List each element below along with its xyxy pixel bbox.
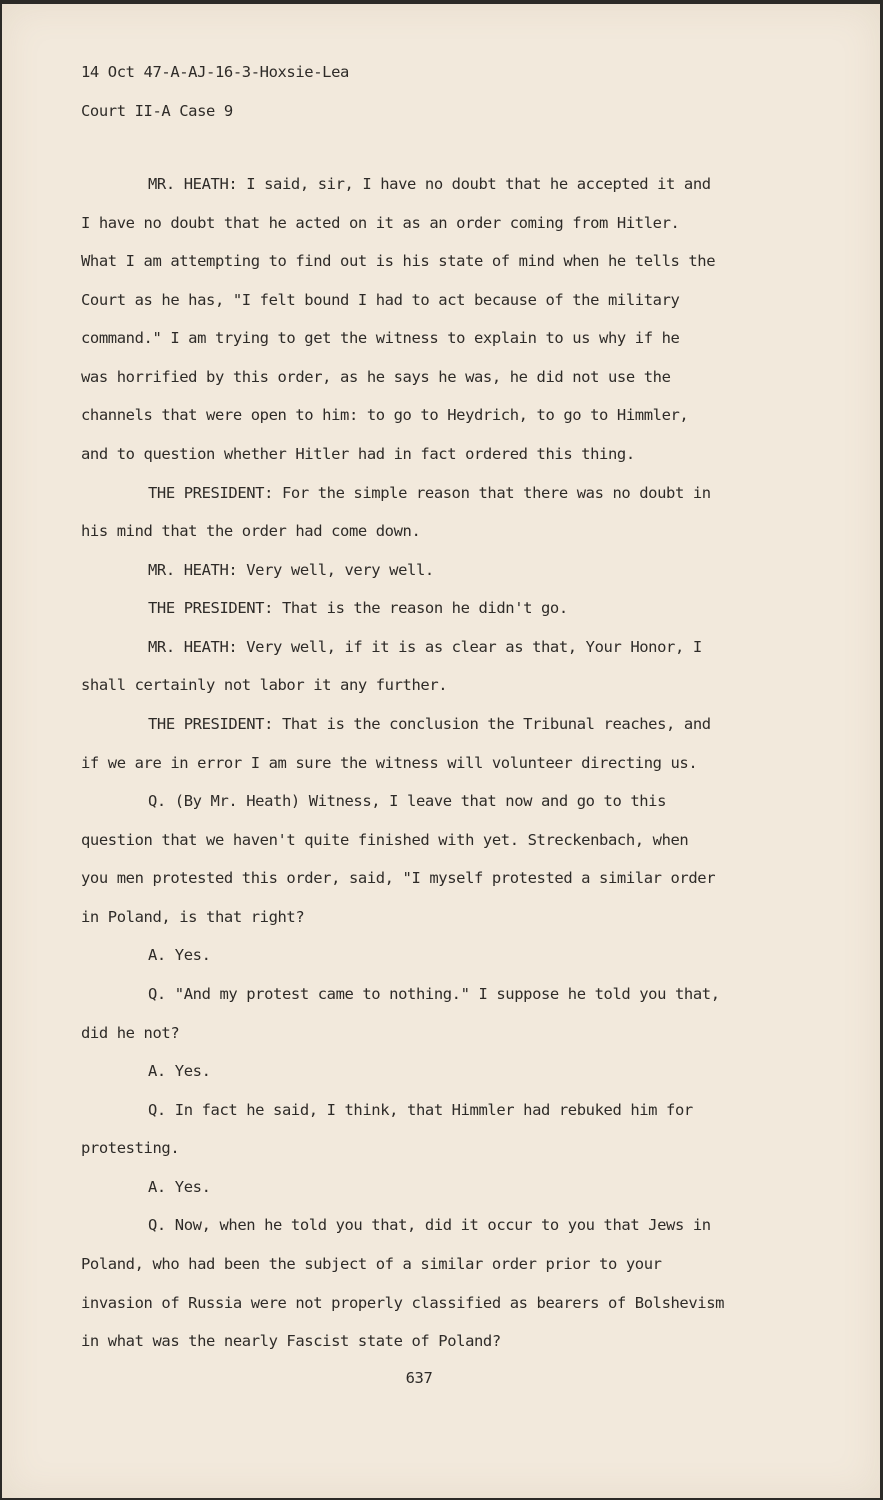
transcript-line: Q. (By Mr. Heath) Witness, I leave that now and go to this xyxy=(148,792,667,810)
page-number: 637 xyxy=(405,1369,433,1387)
transcript-line: question that we haven't quite finished with yet. Streckenbach, when xyxy=(81,831,689,849)
transcript-line: was horrified by this order, as he says he was, he did not use the xyxy=(81,368,671,386)
transcript-line: channels that were open to him: to go to Heydrich, to go to Himmler, xyxy=(81,406,689,424)
transcript-line: I have no doubt that he acted on it as an order coming from Hitler. xyxy=(81,214,680,232)
transcript-line: and to question whether Hitler had in fact ordered this thing. xyxy=(81,445,635,463)
header-reference: 14 Oct 47-A-AJ-16-3-Hoxsie-Lea xyxy=(81,63,349,81)
transcript-line: Q. "And my protest came to nothing." I suppose he told you that, xyxy=(148,985,720,1003)
transcript-line: invasion of Russia were not properly classified as bearers of Bolshevism xyxy=(81,1294,725,1312)
transcript-line: Q. In fact he said, I think, that Himmler had rebuked him for xyxy=(148,1101,693,1119)
transcript-line: his mind that the order had come down. xyxy=(81,522,421,540)
transcript-line: Court as he has, "I felt bound I had to act because of the military xyxy=(81,291,680,309)
transcript-line: in Poland, is that right? xyxy=(81,908,305,926)
transcript-line: you men protested this order, said, "I myself protested a similar order xyxy=(81,869,716,887)
document-page xyxy=(2,4,880,1498)
transcript-line: A. Yes. xyxy=(148,946,211,964)
header-court-case: Court II-A Case 9 xyxy=(81,102,233,120)
transcript-line: protesting. xyxy=(81,1139,180,1157)
transcript-line: THE PRESIDENT: For the simple reason that there was no doubt in xyxy=(148,484,711,502)
transcript-line: command." I am trying to get the witness to explain to us why if he xyxy=(81,329,680,347)
transcript-line: MR. HEATH: I said, sir, I have no doubt that he accepted it and xyxy=(148,175,711,193)
transcript-line: A. Yes. xyxy=(148,1178,211,1196)
transcript-line: Q. Now, when he told you that, did it occur to you that Jews in xyxy=(148,1216,711,1234)
transcript-line: in what was the nearly Fascist state of Poland? xyxy=(81,1332,501,1350)
transcript-line: Poland, who had been the subject of a similar order prior to your xyxy=(81,1255,662,1273)
transcript-line: THE PRESIDENT: That is the conclusion the Tribunal reaches, and xyxy=(148,715,711,733)
transcript-line: shall certainly not labor it any further. xyxy=(81,676,448,694)
transcript-line: What I am attempting to find out is his state of mind when he tells the xyxy=(81,252,716,270)
transcript-line: THE PRESIDENT: That is the reason he didn't go. xyxy=(148,599,568,617)
transcript-line: did he not? xyxy=(81,1024,180,1042)
transcript-line: A. Yes. xyxy=(148,1062,211,1080)
transcript-line: MR. HEATH: Very well, very well. xyxy=(148,561,434,579)
transcript-line: MR. HEATH: Very well, if it is as clear as that, Your Honor, I xyxy=(148,638,702,656)
transcript-line: if we are in error I am sure the witness will volunteer directing us. xyxy=(81,754,698,772)
